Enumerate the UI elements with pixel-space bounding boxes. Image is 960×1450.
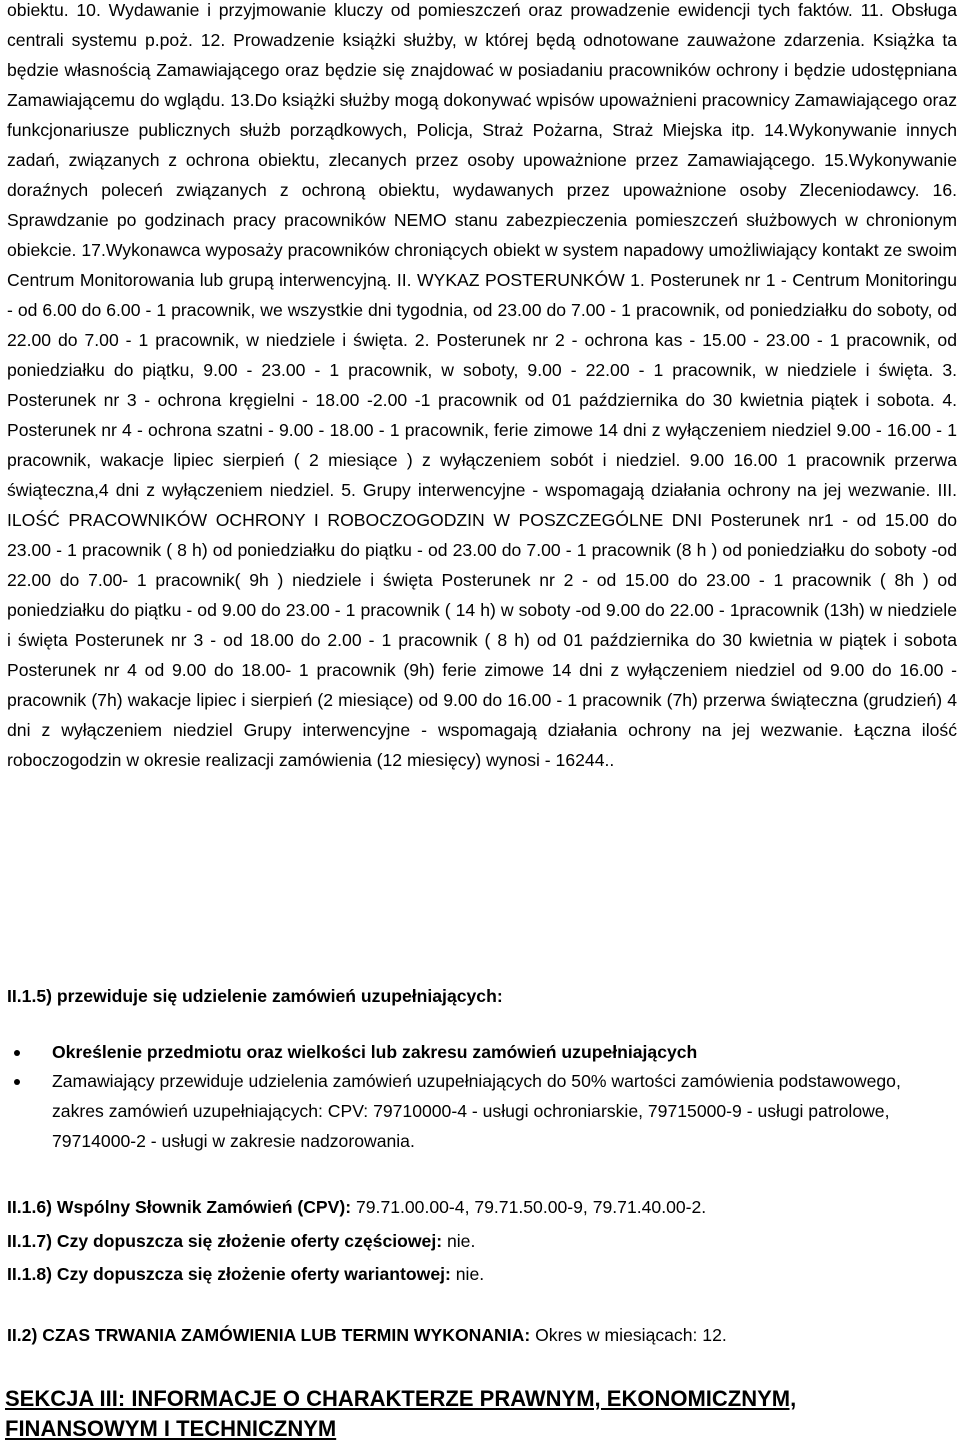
- partial-offer-label: II.1.7) Czy dopuszcza się złożenie oferty częściowej:: [7, 1231, 443, 1251]
- duration-line: [7, 1320, 727, 1350]
- cpv-value: 79.71.00.00-4, 79.71.50.00-9, 79.71.40.00-2.: [351, 1197, 707, 1217]
- bullet-icon: [14, 1079, 20, 1085]
- list-item: [0, 1037, 960, 1067]
- cpv-label: II.1.6) Wspólny Słownik Zamówień (CPV):: [7, 1197, 352, 1217]
- partial-offer-line: [7, 1226, 475, 1256]
- list-item: [0, 1066, 932, 1156]
- variant-offer-line: [7, 1259, 484, 1289]
- bullet-list: [0, 1037, 960, 1156]
- body-paragraph: obiektu. 10. Wydawanie i przyjmowanie kluczy od pomieszczeń oraz prowadzenie ewidencji tych faktów. 11. Obsługa centrali systemu p.poż. 12. Prowadzenie książki służby, w której będą odnotowane zauważone zdarzenia. Książka ta będzie własnością Zamawiającego oraz będzie się znajdować w posiadaniu pracowników ochrony i będzie udostępniana Zamawiającemu do wglądu. 13.Do książki służby mogą dokonywać wpisów upoważnieni pracownicy Zamawiającego oraz funkcjonariusze publicznych służb porządkowych, Policja, Straż Pożarna, Straż Miejska itp. 14.Wykonywanie innych zadań, związanych z ochrona obiektu, zlecanych przez osoby upoważnione przez Zamawiającego. 15.Wykonywanie doraźnych poleceń związanych z ochroną obiektu, wydawanych przez upoważnione osoby Zleceniodawcy. 16. Sprawdzanie po godzinach pracy pracowników NEMO stanu zabezpieczenia pomieszczeń służbowych w chronionym obiekcie. 17.Wykonawca wyposaży pracowników chroniących obiekt w system napadowy umożliwiający kontakt ze swoim Centrum Monitorowania lub grupą interwencyjną. II. WYKAZ POSTERUNKÓW 1. Posterunek nr 1 - Centrum Monitoringu - od 6.00 do 6.00 - 1 pracownik, we wszystkie dni tygodnia, od 23.00 do 7.00 - 1 pracownik, od poniedziałku do soboty, od 22.00 do 7.00 - 1 pracownik, w niedziele i święta. 2. Posterunek nr 2 - ochrona kas - 15.00 - 23.00 - 1 pracownik, od poniedziałku do piątku, 9.00 - 23.00 - 1 pracownik, w soboty, 9.00 - 22.00 - 1 pracownik, w niedziele i święta. 3. Posterunek nr 3 - ochrona kręgielni - 18.00 -2.00 -1 pracownik od 01 października do 30 kwietnia piątek i sobota. 4. Posterunek nr 4 - ochrona szatni - 9.00 - 18.00 - 1 pracownik, ferie zimowe 14 dni z wyłączeniem niedziel 9.00 - 16.00 - 1 pracownik, wakacje lipiec sierpień ( 2 miesiące ) z wyłączeniem sobót i niedziel. 9.00 16.00 1 pracownik przerwa świąteczna,4 dni z wyłączeniem niedziel. 5. Grupy interwencyjne - wspomagają działania ochrony na jej wezwanie. III. ILOŚĆ PRACOWNIKÓW OCHRONY I ROBOCZOGODZIN W POSZCZEGÓLNE DNI Posterunek nr1 - od 15.00 do 23.00 - 1 pracownik ( 8 h) od poniedziałku do piątku - od 23.00 do 7.00 - 1 pracownik (8 h ) od poniedziałku do soboty -od 22.00 do 7.00- 1 pracownik( 9h ) niedziele i święta Posterunek nr 2 - od 15.00 do 23.00 - 1 pracownik ( 8h ) od poniedziałku do piątku - od 9.00 do 23.00 - 1 pracownik ( 14 h) w soboty -od 9.00 do 22.00 - 1pracownik (13h) w niedziele i święta Posterunek nr 3 - od 18.00 do 2.00 - 1 pracownik ( 8 h) od 01 października do 30 kwietnia w piątek i sobota Posterunek nr 4 od 9.00 do 18.00- 1 pracownik (9h) ferie zimowe 14 dni z wyłączeniem niedziel od 9.00 do 16.00 - pracownik (7h) wakacje lipiec i sierpień (2 miesiące) od 9.00 do 16.00 - 1 pracownik (7h) przerwa świąteczna (grudzień) 4 dni z wyłączeniem niedziel Grupy interwencyjne - wspomagają działania ochrony na jej wezwanie. Łączna ilość roboczogodzin w okresie realizacji zamówienia (12 miesięcy) wynosi - 16244..: [7, 0, 957, 770]
- duration-value: Okres w miesiącach: 12.: [530, 1325, 727, 1345]
- list-item-text: Zamawiający przewiduje udzielenia zamówień uzupełniających do 50% wartości zamówienia podstawowego, zakres zamówień uzupełniających: CPV: 79710000-4 - usługi ochroniarskie, 79715000-9 - usługi patrolowe, 79714000-2 - usługi w zakresie nadzorowania.: [52, 1071, 901, 1151]
- list-item-text: Określenie przedmiotu oraz wielkości lub zakresu zamówień uzupełniających: [52, 1042, 698, 1062]
- variant-offer-value: nie.: [450, 1264, 485, 1284]
- partial-offer-value: nie.: [442, 1231, 476, 1251]
- variant-offer-label: II.1.8) Czy dopuszcza się złożenie oferty wariantowej:: [7, 1264, 451, 1284]
- section-heading: SEKCJA III: INFORMACJE O CHARAKTERZE PRAWNYM, EKONOMICZNYM, FINANSOWYM I TECHNICZNYM: [5, 1386, 797, 1441]
- duration-label: II.2) CZAS TRWANIA ZAMÓWIENIA LUB TERMIN WYKONANIA:: [7, 1325, 531, 1345]
- cpv-line: [7, 1192, 706, 1222]
- bullet-icon: [14, 1050, 20, 1056]
- heading-supplementary-orders: II.1.5) przewiduje się udzielenie zamówień uzupełniających:: [7, 986, 503, 1006]
